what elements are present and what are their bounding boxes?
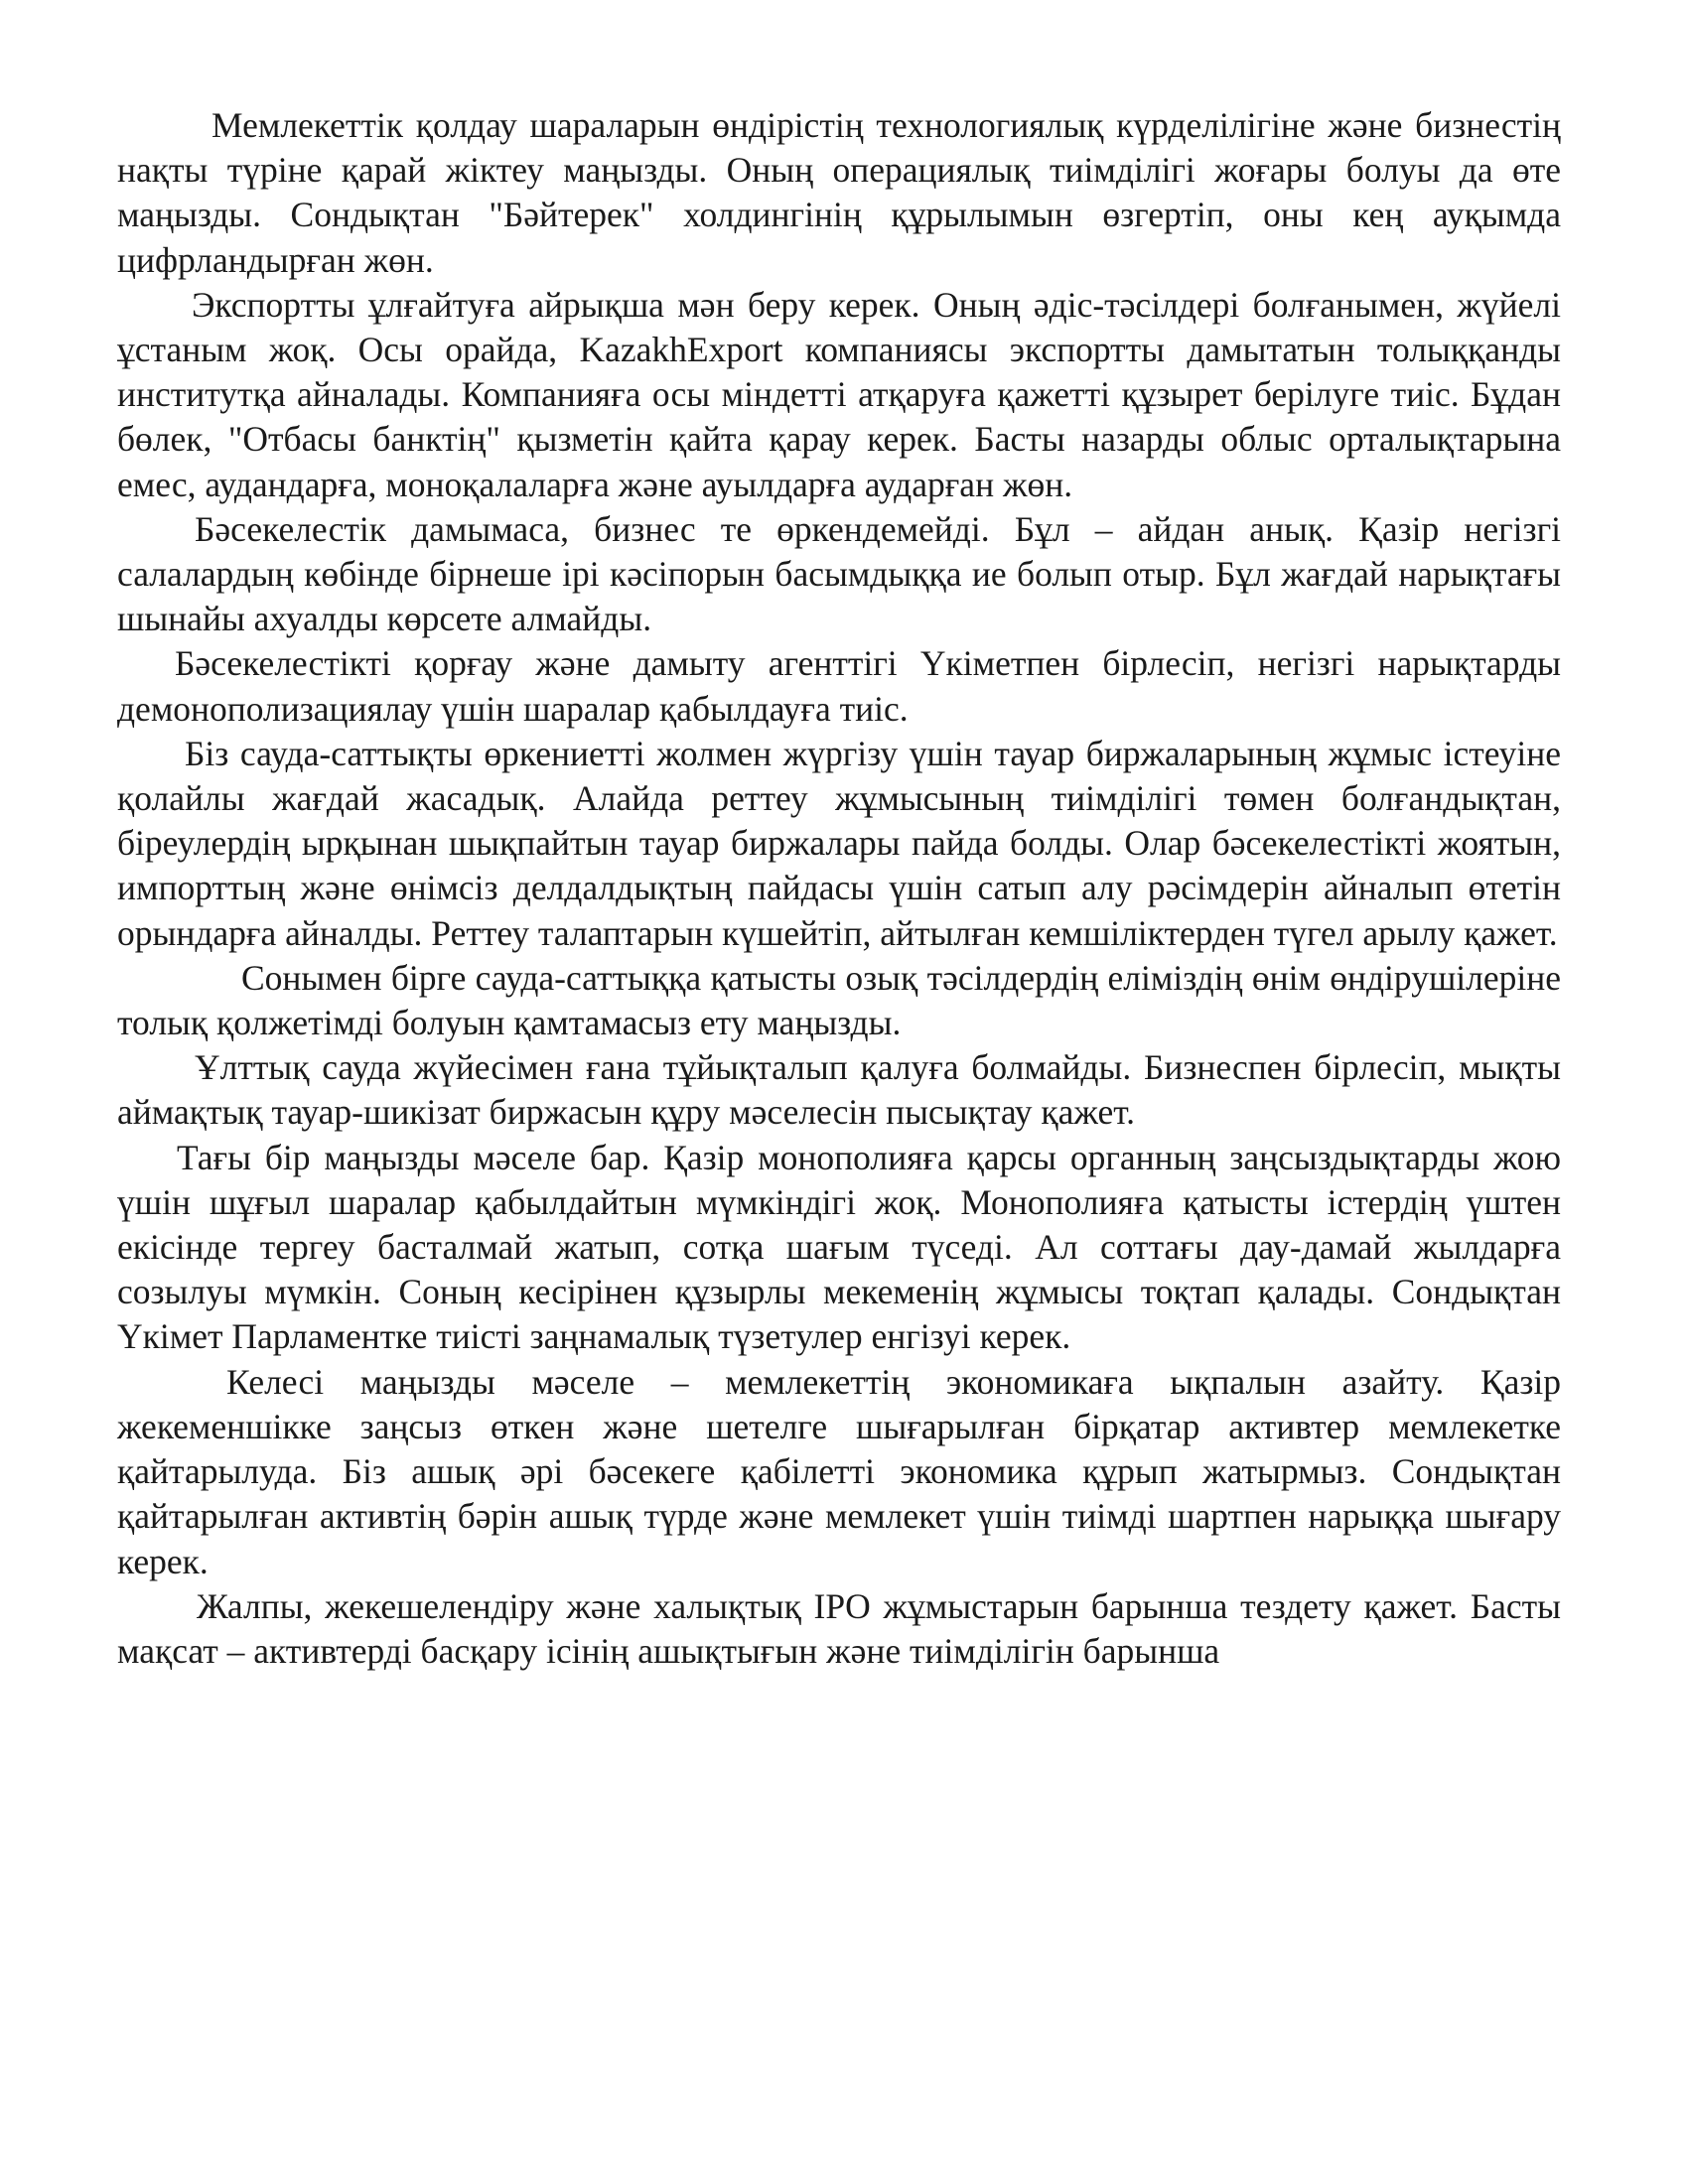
paragraph: Сонымен бірге сауда-саттыққа қатысты озық тәсілдердің еліміздің өнім өндірушілеріне толық қолжетімді болуын қамтамасыз ету маңызды. — [117, 957, 1561, 1043]
paragraph: Ұлттық сауда жүйесімен ғана тұйықталып қалуға болмайды. Бизнеспен бірлесіп, мықты аймақтық тауар-шикізат биржасын құру мәселесін пысықтау қажет. — [117, 1047, 1561, 1133]
paragraph: Тағы бір маңызды мәселе бар. Қазір монополияға қарсы органның заңсыздықтарды жою үшін шұғыл шаралар қабылдайтын мүмкіндігі жоқ. Монополияға қатысты істердің үштен екісінде тергеу басталмай жатып, сотқа шағым түседі. Ал соттағы дау-дамай жылдарға созылуы мүмкін. Соның кесірінен құзырлы мекеменің жұмысы тоқтап қалады. Сондықтан Үкімет Парламентке тиісті заңнамалық түзетулер енгізуі керек. — [117, 1137, 1561, 1357]
paragraph: Бәсекелестікті қорғау және дамыту агенттігі Үкіметпен бірлесіп, негізгі нарықтарды демонополизациялау үшін шаралар қабылдауға тиіс. — [117, 643, 1561, 729]
paragraph: Бәсекелестік дамымаса, бизнес те өркендемейді. Бұл – айдан анық. Қазір негізгі салалардың көбінде бірнеше ірі кәсіпорын басымдыққа ие болып отыр. Бұл жағдай нарықтағы шынайы ахуалды көрсете алмайды. — [117, 508, 1561, 639]
paragraph: Мемлекеттік қолдау шараларын өндірістің технологиялық күрделілігіне және бизнестің нақты түріне қарай жіктеу маңызды. Оның операциялық тиімділігі жоғары болуы да өте маңызды. Сондықтан "Бәйтерек" холдингінің құрылымын өзгертіп, оны кең ауқымда цифрландырған жөн. — [117, 105, 1561, 280]
paragraph: Экспортты ұлғайтуға айрықша мән беру керек. Оның әдіс-тәсілдері болғанымен, жүйелі ұстаным жоқ. Осы орайда, KazakhExport компаниясы экспортты дамытатын толыққанды институтқа айналады. Компанияға осы міндетті атқаруға қажетті құзырет берілуге тиіс. Бұдан бөлек, "Отбасы банктің" қызметін қайта қарау керек. Басты назарды облыс орталықтарына емес, аудандарға, моноқалаларға және ауылдарға аударған жөн. — [117, 284, 1561, 504]
paragraph: Жалпы, жекешелендіру және халықтық IPO жұмыстарын барынша тездету қажет. Басты мақсат – активтерді басқару ісінің ашықтығын және тиімділігін барынша — [117, 1585, 1561, 1671]
paragraph: Біз сауда-саттықты өркениетті жолмен жүргізу үшін тауар биржаларының жұмыс істеуіне қолайлы жағдай жасадық. Алайда реттеу жұмысының тиімділігі төмен болғандықтан, біреулердің ырқынан шықпайтын тауар биржалары пайда болды. Олар бәсекелестікті жоятын, импорттың және өнімсіз делдалдықтың пайдасы үшін сатып алу рәсімдерін айналып өтетін орындарға айналды. Реттеу талаптарын күшейтіп, айтылған кемшіліктерден түгел арылу қажет. — [117, 733, 1561, 953]
document-body — [117, 103, 1561, 1674]
paragraph: Келесі маңызды мәселе – мемлекеттің экономикаға ықпалын азайту. Қазір жекеменшікке заңсыз өткен және шетелге шығарылған бірқатар активтер мемлекетке қайтарылуда. Біз ашық әрі бәсекеге қабілетті экономика құрып жатырмыз. Сондықтан қайтарылған активтің бәрін ашық түрде және мемлекет үшін тиімді шартпен нарыққа шығару керек. — [117, 1361, 1561, 1581]
